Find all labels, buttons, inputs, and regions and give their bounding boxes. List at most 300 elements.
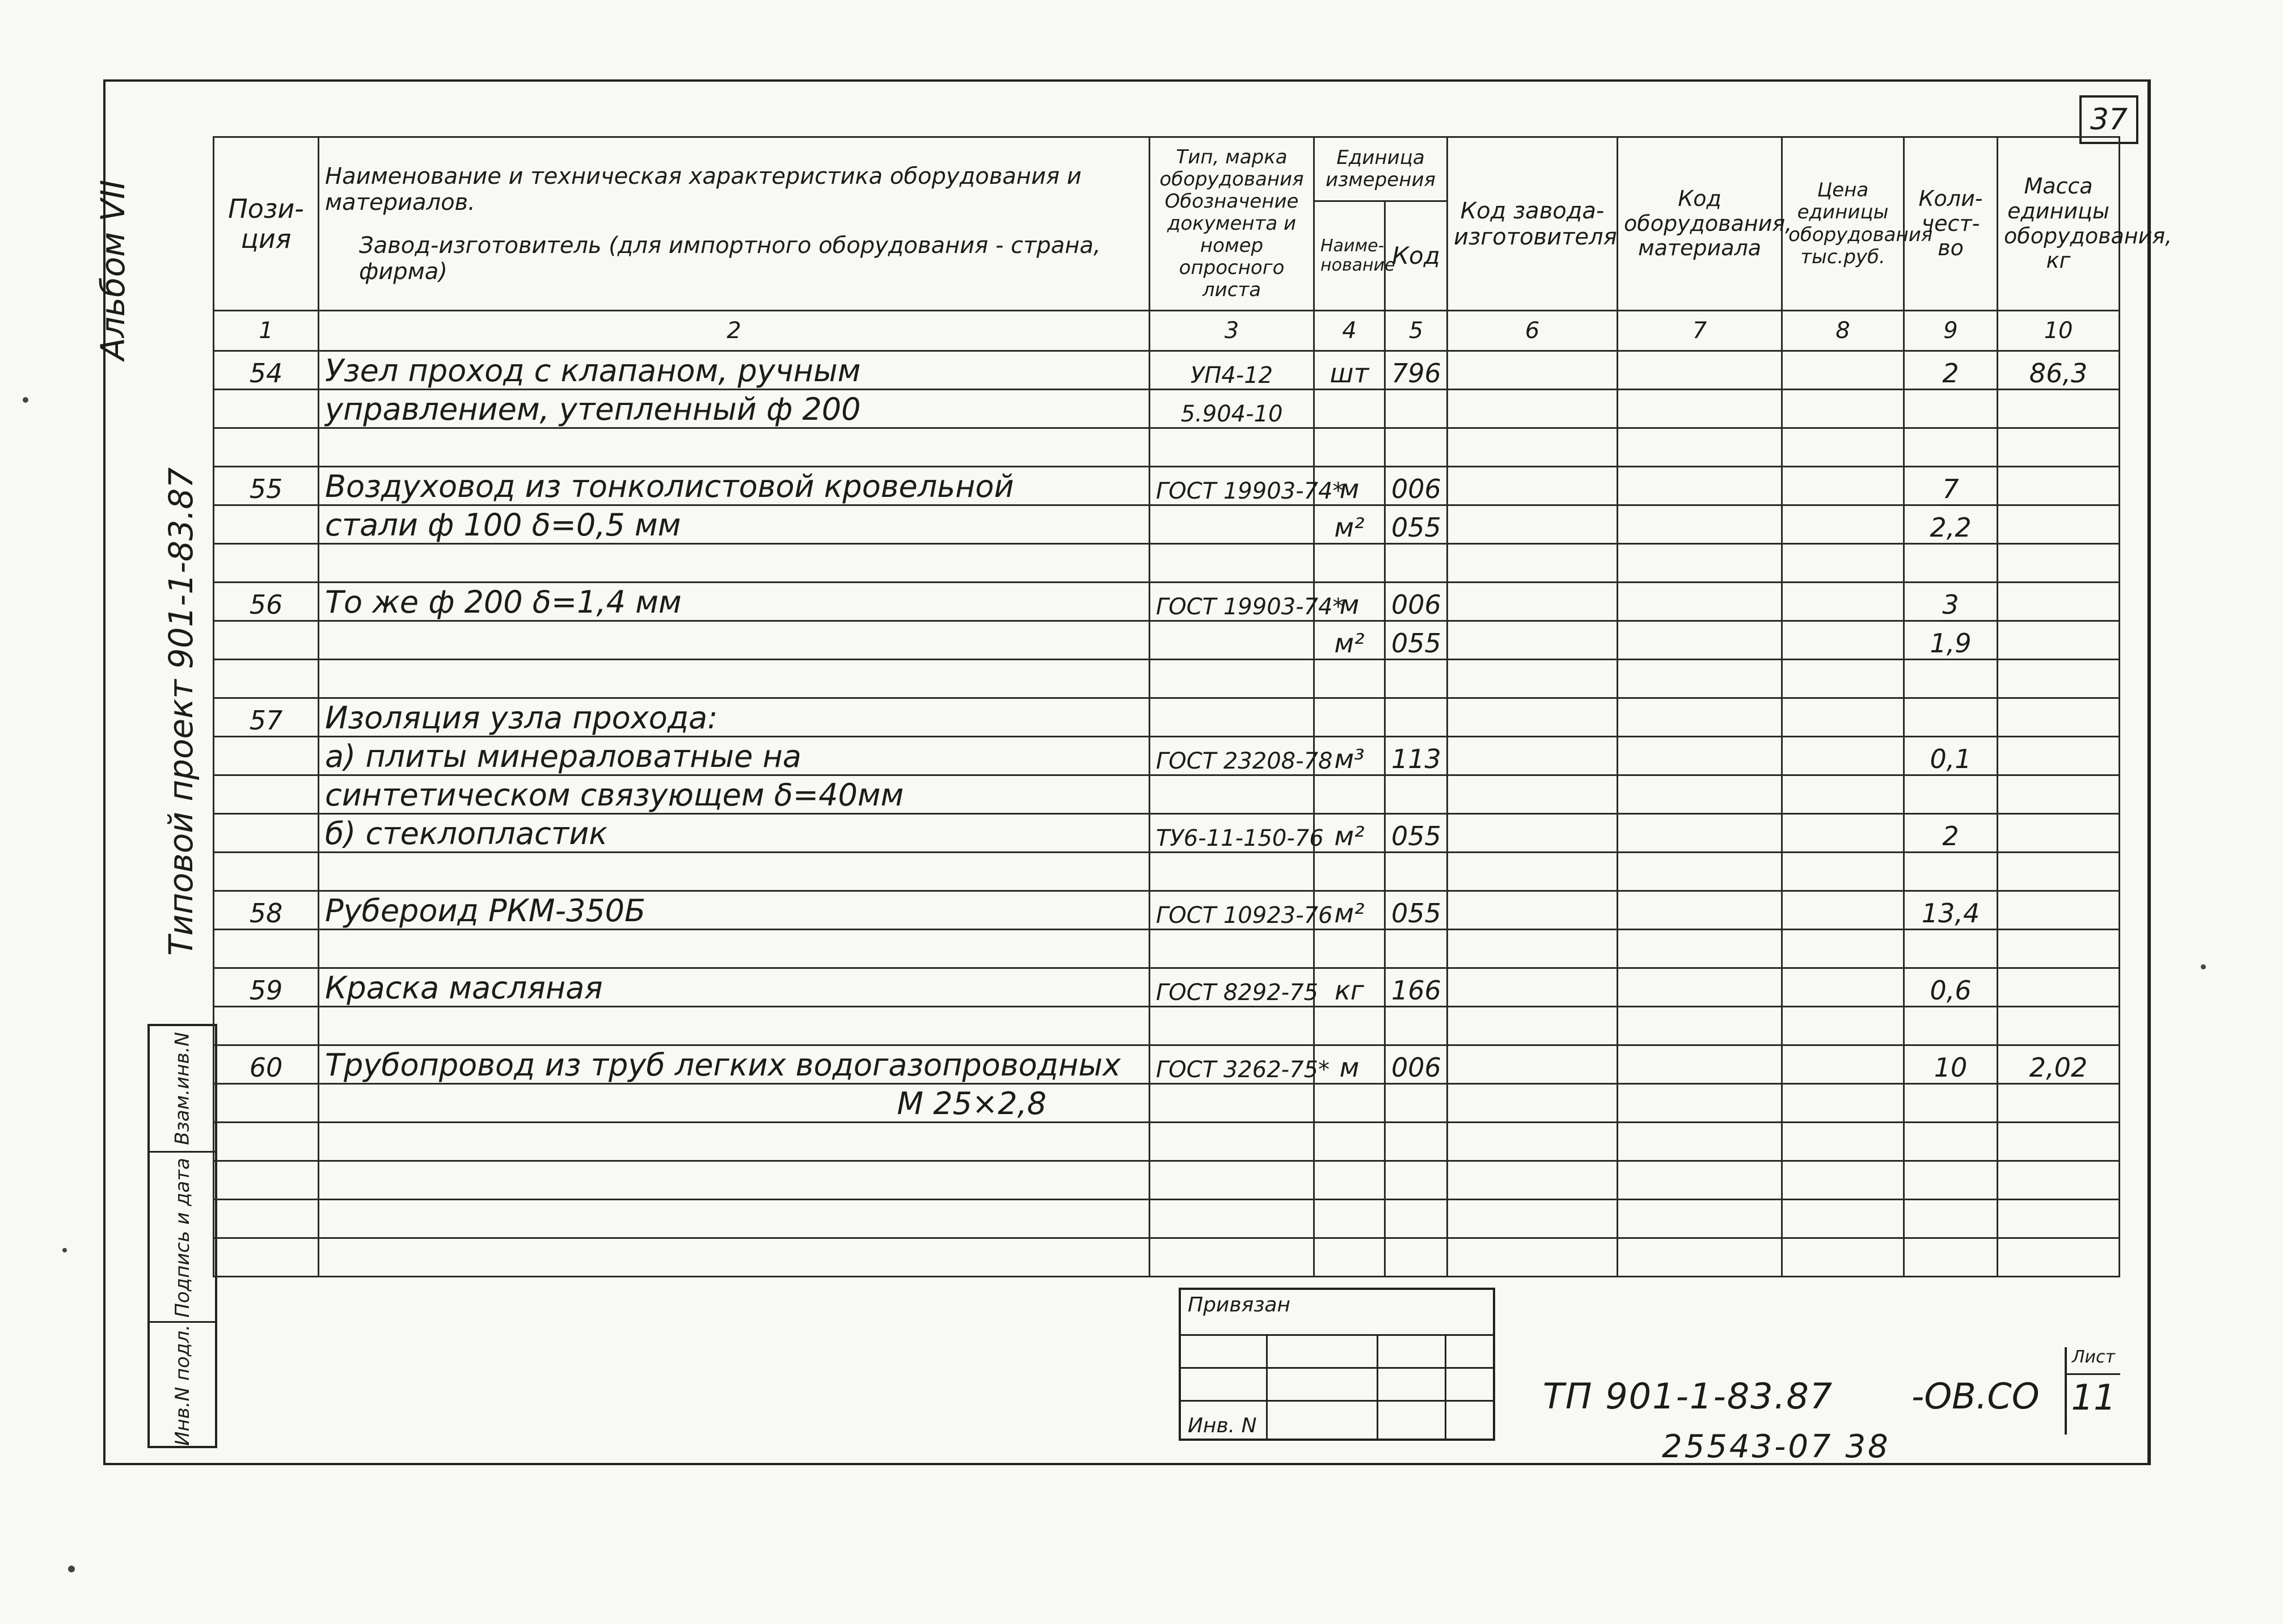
header-unit-code: Код <box>1385 201 1448 311</box>
row-qty <box>1904 1007 1998 1045</box>
row-mass <box>1998 775 2120 814</box>
document-suffix: -ОВ.СО <box>1911 1376 2040 1417</box>
colnum: 8 <box>1782 311 1904 351</box>
sheet-number: 11 <box>2071 1377 2116 1418</box>
row-code <box>1385 775 1448 814</box>
row-plant-code <box>1448 891 1618 930</box>
row-plant-code <box>1448 1007 1618 1045</box>
row-equip-code <box>1618 775 1782 814</box>
colnum: 2 <box>319 311 1150 351</box>
row-unit: шт <box>1314 351 1385 390</box>
row-mass: 86,3 <box>1998 351 2120 390</box>
row-plant-code <box>1448 1200 1618 1238</box>
row-code: 166 <box>1385 968 1448 1007</box>
row-qty <box>1904 698 1998 737</box>
row-qty: 2,2 <box>1904 505 1998 544</box>
row-type <box>1150 853 1314 891</box>
row-plant-code <box>1448 968 1618 1007</box>
row-qty: 1,9 <box>1904 621 1998 660</box>
row-plant-code <box>1448 351 1618 390</box>
spine-project: Типовой проект 901-1-83.87 <box>162 467 200 956</box>
row-unit <box>1314 1007 1385 1045</box>
sheet-box <box>2065 1347 2120 1435</box>
spine-album: Альбом VII <box>94 179 132 360</box>
row-plant-code <box>1448 1084 1618 1123</box>
row-plant-code <box>1448 1161 1618 1200</box>
row-unit: м² <box>1314 891 1385 930</box>
row-unit: м³ <box>1314 737 1385 775</box>
table-row <box>214 1161 2120 1200</box>
row-mass <box>1998 1161 2120 1200</box>
row-equip-code <box>1618 1007 1782 1045</box>
row-plant-code <box>1448 660 1618 698</box>
row-pos <box>214 1084 319 1123</box>
header-type: Тип, марка оборудования Обозначение документа и номер опросного листа <box>1150 137 1314 311</box>
row-code: 796 <box>1385 351 1448 390</box>
row-price <box>1782 968 1904 1007</box>
row-equip-code <box>1618 428 1782 467</box>
header-row <box>214 137 2120 201</box>
row-qty: 0,1 <box>1904 737 1998 775</box>
row-name: Изоляция узла прохода: <box>319 698 1150 737</box>
row-name <box>319 660 1150 698</box>
row-unit <box>1314 660 1385 698</box>
row-pos <box>214 1007 319 1045</box>
row-unit <box>1314 930 1385 968</box>
row-price <box>1782 1200 1904 1238</box>
table-row <box>214 544 2120 583</box>
table-row <box>214 853 2120 891</box>
row-type: ГОСТ 8292-75 <box>1150 968 1314 1007</box>
table-row <box>214 1084 2120 1123</box>
row-pos: 58 <box>214 891 319 930</box>
row-name <box>319 544 1150 583</box>
row-equip-code <box>1618 544 1782 583</box>
stamp-strip <box>147 1024 217 1448</box>
row-name <box>319 1238 1150 1277</box>
table-row <box>214 583 2120 621</box>
table-row <box>214 505 2120 544</box>
table-row <box>214 775 2120 814</box>
colnum: 1 <box>214 311 319 351</box>
header-name: Наименование и техническая характеристика оборудования и материалов. Завод-изготовитель (для импортного оборудования - страна, фирма) <box>319 137 1150 311</box>
row-mass <box>1998 968 2120 1007</box>
row-pos <box>214 428 319 467</box>
row-name: а) плиты минераловатные на <box>319 737 1150 775</box>
row-type <box>1150 1238 1314 1277</box>
row-type <box>1150 505 1314 544</box>
row-price <box>1782 1084 1904 1123</box>
table-row <box>214 1200 2120 1238</box>
row-type <box>1150 621 1314 660</box>
table-row <box>214 891 2120 930</box>
row-qty <box>1904 428 1998 467</box>
row-plant-code <box>1448 1123 1618 1161</box>
row-name: М 25×2,8 <box>319 1084 1150 1123</box>
row-pos <box>214 737 319 775</box>
row-code <box>1385 1123 1448 1161</box>
row-equip-code <box>1618 814 1782 853</box>
row-price <box>1782 891 1904 930</box>
row-equip-code <box>1618 505 1782 544</box>
row-mass <box>1998 467 2120 505</box>
row-mass <box>1998 1200 2120 1238</box>
sheet-label: Лист <box>2067 1347 2120 1375</box>
row-name <box>319 930 1150 968</box>
colnum: 6 <box>1448 311 1618 351</box>
row-unit: м <box>1314 583 1385 621</box>
row-unit <box>1314 1238 1385 1277</box>
privyazan-block <box>1179 1288 1495 1441</box>
row-code <box>1385 390 1448 428</box>
row-code <box>1385 698 1448 737</box>
row-name <box>319 1123 1150 1161</box>
stamp-vzam-inv: Взам.инв.N <box>171 1032 194 1145</box>
table-row <box>214 930 2120 968</box>
row-pos: 59 <box>214 968 319 1007</box>
row-price <box>1782 1238 1904 1277</box>
table-row <box>214 698 2120 737</box>
table-row <box>214 1238 2120 1277</box>
row-qty <box>1904 853 1998 891</box>
row-name: синтетическом связующем δ=40мм <box>319 775 1150 814</box>
row-code: 055 <box>1385 891 1448 930</box>
row-pos <box>214 853 319 891</box>
row-plant-code <box>1448 505 1618 544</box>
row-pos <box>214 775 319 814</box>
colnum: 9 <box>1904 311 1998 351</box>
row-code <box>1385 428 1448 467</box>
scan-speck <box>2201 964 2206 969</box>
row-plant-code <box>1448 698 1618 737</box>
row-unit: м <box>1314 467 1385 505</box>
table-row <box>214 814 2120 853</box>
row-qty <box>1904 1161 1998 1200</box>
row-plant-code <box>1448 930 1618 968</box>
row-qty <box>1904 1084 1998 1123</box>
table-row <box>214 621 2120 660</box>
row-price <box>1782 1123 1904 1161</box>
row-type <box>1150 1084 1314 1123</box>
row-mass <box>1998 698 2120 737</box>
row-equip-code <box>1618 1123 1782 1161</box>
row-price <box>1782 583 1904 621</box>
row-pos <box>214 1238 319 1277</box>
row-pos <box>214 1123 319 1161</box>
row-unit <box>1314 544 1385 583</box>
row-mass <box>1998 1123 2120 1161</box>
row-pos: 56 <box>214 583 319 621</box>
row-unit <box>1314 853 1385 891</box>
row-qty <box>1904 1200 1998 1238</box>
row-pos: 60 <box>214 1045 319 1084</box>
row-price <box>1782 1007 1904 1045</box>
row-qty: 10 <box>1904 1045 1998 1084</box>
row-mass <box>1998 583 2120 621</box>
row-equip-code <box>1618 891 1782 930</box>
row-name <box>319 853 1150 891</box>
row-price <box>1782 814 1904 853</box>
row-qty <box>1904 930 1998 968</box>
row-pos <box>214 660 319 698</box>
row-mass <box>1998 621 2120 660</box>
row-type: ГОСТ 19903-74* <box>1150 467 1314 505</box>
scan-speck <box>62 1248 67 1252</box>
row-unit <box>1314 775 1385 814</box>
row-pos <box>214 814 319 853</box>
row-plant-code <box>1448 544 1618 583</box>
row-qty <box>1904 544 1998 583</box>
row-name: Краска масляная <box>319 968 1150 1007</box>
row-price <box>1782 544 1904 583</box>
row-equip-code <box>1618 1238 1782 1277</box>
row-equip-code <box>1618 930 1782 968</box>
row-mass <box>1998 891 2120 930</box>
row-plant-code <box>1448 775 1618 814</box>
row-name <box>319 1161 1150 1200</box>
colnum: 5 <box>1385 311 1448 351</box>
header-pos: Пози-ция <box>214 137 319 311</box>
row-code: 006 <box>1385 1045 1448 1084</box>
row-qty: 7 <box>1904 467 1998 505</box>
row-price <box>1782 505 1904 544</box>
row-name: Воздуховод из тонколистовой кровельной <box>319 467 1150 505</box>
table-row <box>214 1123 2120 1161</box>
row-price <box>1782 467 1904 505</box>
row-type <box>1150 1007 1314 1045</box>
row-plant-code <box>1448 814 1618 853</box>
header-unit-group: Единица измерения <box>1314 137 1448 201</box>
row-unit: м² <box>1314 505 1385 544</box>
row-mass <box>1998 1084 2120 1123</box>
row-plant-code <box>1448 467 1618 505</box>
header-plant-code: Код завода-изготовителя <box>1448 137 1618 311</box>
row-name <box>319 1200 1150 1238</box>
row-pos <box>214 505 319 544</box>
row-plant-code <box>1448 853 1618 891</box>
table-row <box>214 968 2120 1007</box>
header-equip-code: Код оборудования, материала <box>1618 137 1782 311</box>
row-pos: 57 <box>214 698 319 737</box>
privyazan-inv: Инв. N <box>1188 1414 1257 1437</box>
row-plant-code <box>1448 621 1618 660</box>
row-mass <box>1998 660 2120 698</box>
row-pos <box>214 390 319 428</box>
colnum: 7 <box>1618 311 1782 351</box>
row-code <box>1385 544 1448 583</box>
table-row <box>214 428 2120 467</box>
row-code <box>1385 660 1448 698</box>
row-equip-code <box>1618 1084 1782 1123</box>
row-mass <box>1998 544 2120 583</box>
row-pos: 54 <box>214 351 319 390</box>
row-type: ГОСТ 19903-74* <box>1150 583 1314 621</box>
row-pos <box>214 1200 319 1238</box>
stamp-podpis-data: Подпись и дата <box>150 1151 215 1323</box>
row-mass <box>1998 1238 2120 1277</box>
row-type <box>1150 660 1314 698</box>
row-qty <box>1904 660 1998 698</box>
row-plant-code <box>1448 390 1618 428</box>
row-unit <box>1314 1161 1385 1200</box>
page-number: 37 <box>2079 95 2138 144</box>
row-equip-code <box>1618 1045 1782 1084</box>
row-type <box>1150 1123 1314 1161</box>
row-qty: 13,4 <box>1904 891 1998 930</box>
row-mass <box>1998 505 2120 544</box>
row-price <box>1782 853 1904 891</box>
row-type <box>1150 1161 1314 1200</box>
colnum: 4 <box>1314 311 1385 351</box>
row-price <box>1782 698 1904 737</box>
row-equip-code <box>1618 737 1782 775</box>
row-plant-code <box>1448 1045 1618 1084</box>
row-code: 055 <box>1385 621 1448 660</box>
row-type <box>1150 775 1314 814</box>
row-price <box>1782 621 1904 660</box>
row-type: ГОСТ 10923-76 <box>1150 891 1314 930</box>
row-mass <box>1998 1007 2120 1045</box>
row-unit: м <box>1314 1045 1385 1084</box>
row-price <box>1782 660 1904 698</box>
row-price <box>1782 1161 1904 1200</box>
row-equip-code <box>1618 968 1782 1007</box>
row-equip-code <box>1618 621 1782 660</box>
row-equip-code <box>1618 467 1782 505</box>
row-name <box>319 1007 1150 1045</box>
row-type: ГОСТ 3262-75* <box>1150 1045 1314 1084</box>
row-type: ГОСТ 23208-78 <box>1150 737 1314 775</box>
document-code: ТП 901-1-83.87 <box>1543 1376 1834 1417</box>
row-qty <box>1904 390 1998 428</box>
row-qty <box>1904 1238 1998 1277</box>
row-mass: 2,02 <box>1998 1045 2120 1084</box>
table-row <box>214 1045 2120 1084</box>
privyazan-label: Привязан <box>1188 1293 1290 1317</box>
row-pos <box>214 621 319 660</box>
row-name: стали ф 100 δ=0,5 мм <box>319 505 1150 544</box>
row-price <box>1782 775 1904 814</box>
row-equip-code <box>1618 1161 1782 1200</box>
row-name: То же ф 200 δ=1,4 мм <box>319 583 1150 621</box>
row-name: управлением, утепленный ф 200 <box>319 390 1150 428</box>
row-mass <box>1998 428 2120 467</box>
scan-speck <box>23 397 28 403</box>
row-pos <box>214 930 319 968</box>
row-plant-code <box>1448 583 1618 621</box>
row-mass <box>1998 930 2120 968</box>
scan-speck <box>68 1566 75 1572</box>
row-plant-code <box>1448 737 1618 775</box>
row-qty: 3 <box>1904 583 1998 621</box>
row-plant-code <box>1448 428 1618 467</box>
row-type <box>1150 428 1314 467</box>
row-mass <box>1998 390 2120 428</box>
row-price <box>1782 390 1904 428</box>
row-type: ТУ6-11-150-76 <box>1150 814 1314 853</box>
header-mass: Масса единицы оборудования, кг <box>1998 137 2120 311</box>
row-code <box>1385 1200 1448 1238</box>
header-qty: Коли-чест-во <box>1904 137 1998 311</box>
row-code <box>1385 1007 1448 1045</box>
row-unit <box>1314 1084 1385 1123</box>
row-unit: м² <box>1314 814 1385 853</box>
row-equip-code <box>1618 853 1782 891</box>
table-row <box>214 737 2120 775</box>
row-price <box>1782 737 1904 775</box>
row-name: б) стеклопластик <box>319 814 1150 853</box>
row-mass <box>1998 853 2120 891</box>
row-pos <box>214 544 319 583</box>
row-unit <box>1314 1200 1385 1238</box>
row-type <box>1150 698 1314 737</box>
table-row <box>214 660 2120 698</box>
table-row <box>214 467 2120 505</box>
row-type: 5.904-10 <box>1150 390 1314 428</box>
row-price <box>1782 930 1904 968</box>
header-unit-name: Наиме-нование <box>1314 201 1385 311</box>
row-equip-code <box>1618 583 1782 621</box>
row-code <box>1385 1084 1448 1123</box>
row-unit <box>1314 698 1385 737</box>
row-type <box>1150 544 1314 583</box>
row-unit <box>1314 1123 1385 1161</box>
row-qty: 0,6 <box>1904 968 1998 1007</box>
row-name <box>319 428 1150 467</box>
row-qty <box>1904 775 1998 814</box>
row-price <box>1782 428 1904 467</box>
table-row <box>214 1007 2120 1045</box>
row-equip-code <box>1618 698 1782 737</box>
row-code: 006 <box>1385 467 1448 505</box>
row-code: 113 <box>1385 737 1448 775</box>
row-mass <box>1998 814 2120 853</box>
header-price: Цена единицы оборудования тыс.руб. <box>1782 137 1904 311</box>
row-price <box>1782 1045 1904 1084</box>
row-type <box>1150 930 1314 968</box>
row-qty: 2 <box>1904 814 1998 853</box>
row-qty <box>1904 1123 1998 1161</box>
row-code <box>1385 1161 1448 1200</box>
row-mass <box>1998 737 2120 775</box>
row-name: Рубероид РКМ-350Б <box>319 891 1150 930</box>
colnum: 3 <box>1150 311 1314 351</box>
row-equip-code <box>1618 660 1782 698</box>
row-code <box>1385 853 1448 891</box>
row-name: Узел проход с клапаном, ручным <box>319 351 1150 390</box>
row-name: Трубопровод из труб легких водогазопроводных <box>319 1045 1150 1084</box>
row-code <box>1385 930 1448 968</box>
specification-table <box>213 136 2172 1277</box>
row-pos <box>214 1161 319 1200</box>
column-numbers-row <box>214 311 2120 351</box>
row-unit <box>1314 390 1385 428</box>
row-equip-code <box>1618 390 1782 428</box>
table-row <box>214 351 2120 390</box>
row-type: УП4-12 <box>1150 351 1314 390</box>
stamp-inv-podl: Инв.N подл. <box>150 1321 215 1448</box>
row-price <box>1782 351 1904 390</box>
table-row <box>214 390 2120 428</box>
row-equip-code <box>1618 1200 1782 1238</box>
row-equip-code <box>1618 351 1782 390</box>
row-type <box>1150 1200 1314 1238</box>
row-pos: 55 <box>214 467 319 505</box>
row-code <box>1385 1238 1448 1277</box>
row-qty: 2 <box>1904 351 1998 390</box>
row-unit: м² <box>1314 621 1385 660</box>
row-code: 055 <box>1385 814 1448 853</box>
